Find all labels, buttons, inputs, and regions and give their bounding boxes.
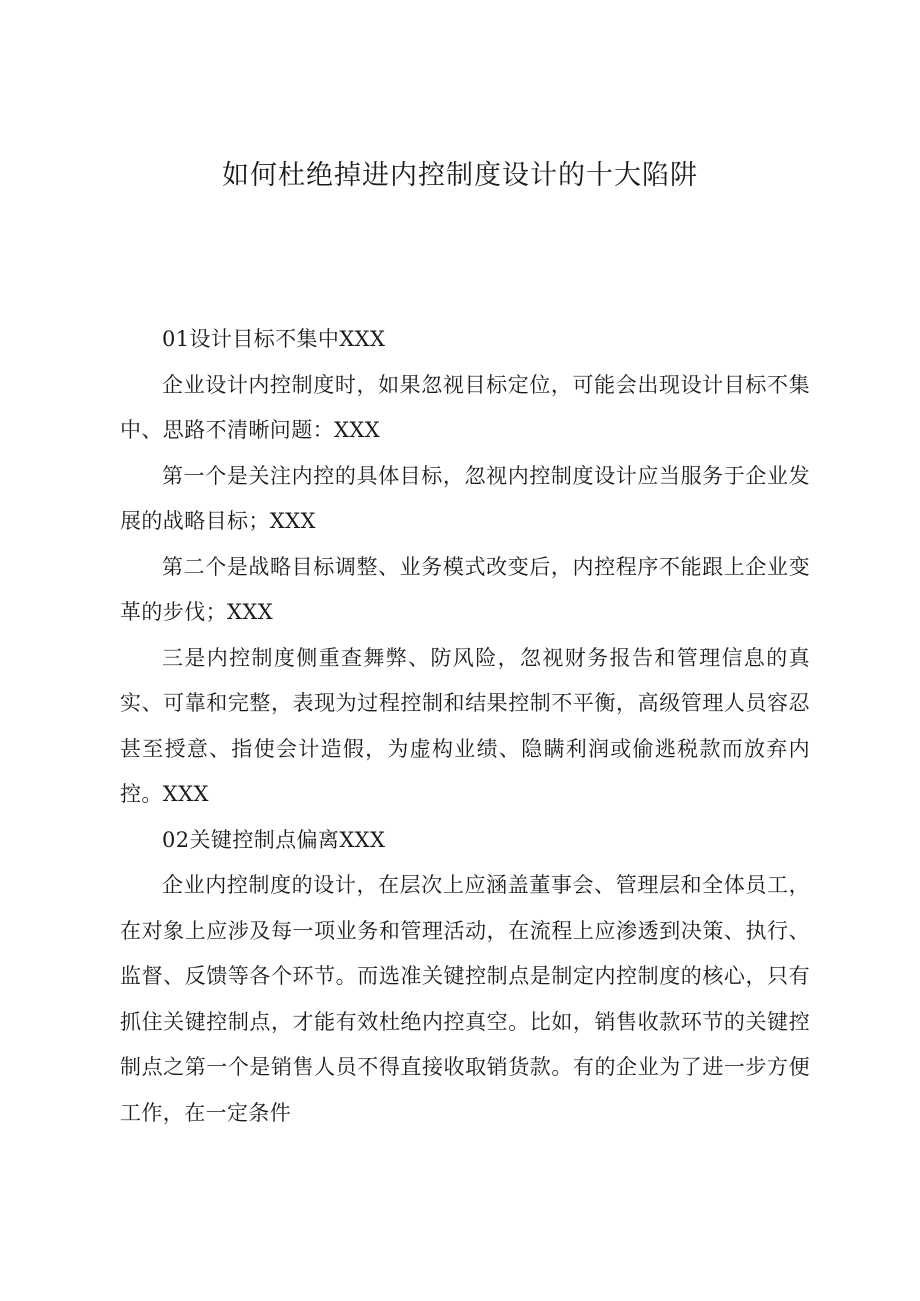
paragraph: 第二个是战略目标调整、业务模式改变后，内控程序不能跟上企业变革的步伐；XXX <box>120 554 810 624</box>
document-body <box>120 317 810 1136</box>
paragraph: 第一个是关注内控的具体目标，忽视内控制度设计应当服务于企业发展的战略目标；XXX <box>120 463 810 533</box>
paragraph: 企业内控制度的设计，在层次上应涵盖董事会、管理层和全体员工，在对象上应涉及每一项业务和管理活动，在流程上应渗透到决策、执行、监督、反馈等各个环节。而选准关键控制点是制定内控制度的核心，只有抓住关键控制点，才能有效杜绝内控真空。比如，销售收款环节的关键控制点之第一个是销售人员不得直接收取销货款。有的企业为了进一步方便工作，在一定条件 <box>120 873 810 1125</box>
section-heading-01: 01设计目标不集中XXX <box>162 327 386 351</box>
paragraph: 企业设计内控制度时，如果忽视目标定位，可能会出现设计目标不集中、思路不清晰问题：XXX <box>120 372 810 442</box>
section-heading-02: 02关键控制点偏离XXX <box>162 827 386 852</box>
paragraph: 三是内控制度侧重查舞弊、防风险，忽视财务报告和管理信息的真实、可靠和完整，表现为过程控制和结果控制不平衡，高级管理人员容忍甚至授意、指使会计造假，为虚构业绩、隐瞒利润或偷逃税款而放弃内控。XXX <box>120 645 810 806</box>
document-title: 如何杜绝掉进内控制度设计的十大陷阱 <box>222 160 698 191</box>
